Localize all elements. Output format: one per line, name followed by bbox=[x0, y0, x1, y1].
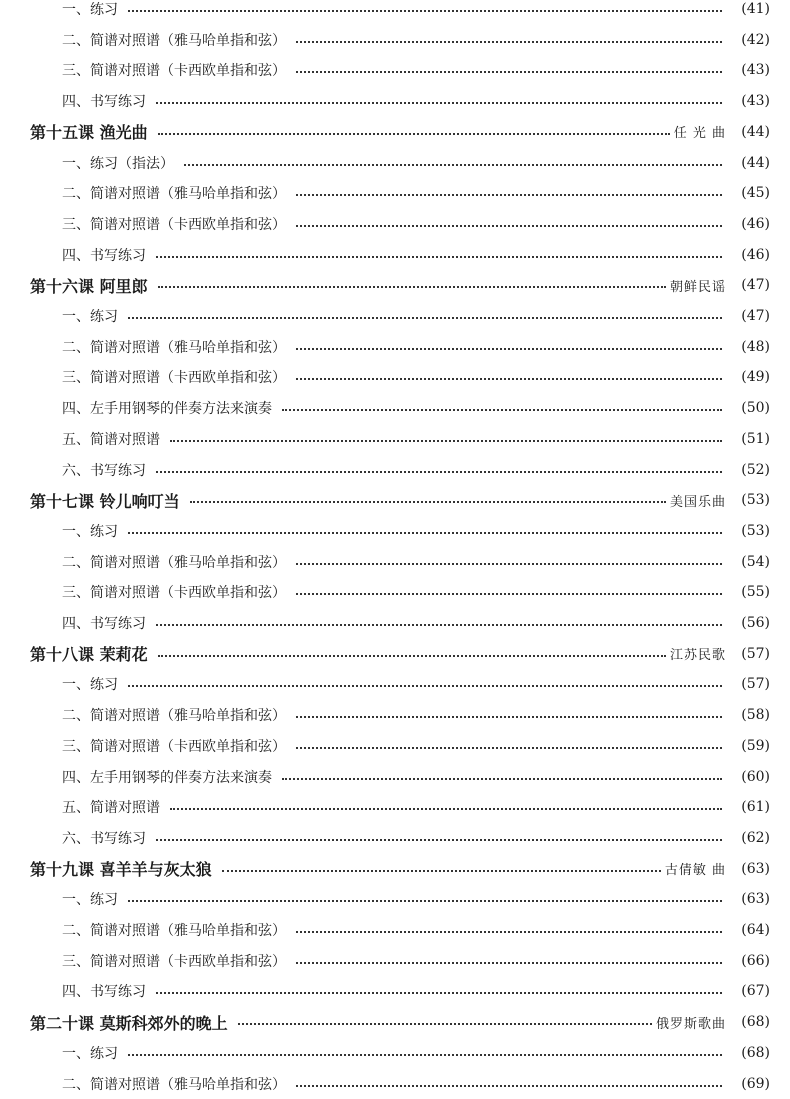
page-number: (62) bbox=[741, 829, 770, 846]
dot-leader bbox=[128, 1054, 722, 1056]
dot-leader bbox=[156, 256, 722, 258]
toc-sub-entry[interactable] bbox=[0, 700, 790, 730]
toc-sub-entry[interactable] bbox=[0, 455, 790, 485]
dot-leader bbox=[170, 440, 722, 442]
page-number: (43) bbox=[741, 93, 770, 110]
page-number: (55) bbox=[741, 584, 770, 601]
dot-leader bbox=[128, 10, 722, 12]
toc-sub-entry[interactable] bbox=[0, 884, 790, 914]
toc-sub-entry[interactable] bbox=[0, 393, 790, 423]
section-title: 四、左手用钢琴的伴奏方法来演奏 bbox=[62, 769, 272, 786]
section-title: 五、简谱对照谱 bbox=[62, 800, 160, 817]
dot-leader bbox=[158, 655, 666, 657]
toc-lesson-entry[interactable] bbox=[0, 485, 790, 515]
section-title: 六、书写练习 bbox=[62, 462, 146, 479]
toc-sub-entry[interactable] bbox=[0, 332, 790, 362]
toc-sub-entry[interactable] bbox=[0, 1038, 790, 1068]
dot-leader bbox=[170, 808, 722, 810]
page-number: (54) bbox=[741, 553, 770, 570]
toc-sub-entry[interactable] bbox=[0, 178, 790, 208]
composer-credit: 美国乐曲 bbox=[669, 494, 726, 510]
page-number: (68) bbox=[741, 1044, 770, 1061]
section-title: 一、练习 bbox=[62, 309, 118, 325]
dot-leader bbox=[296, 194, 722, 196]
dot-leader bbox=[296, 378, 722, 380]
toc-lesson-entry[interactable] bbox=[0, 270, 790, 300]
section-title: 三、简谱对照谱（卡西欧单指和弦） bbox=[62, 370, 286, 387]
page-number: (56) bbox=[741, 615, 770, 631]
page-number: (53) bbox=[741, 492, 770, 509]
section-title: 五、简谱对照谱 bbox=[62, 431, 160, 448]
section-title: 三、简谱对照谱（卡西欧单指和弦） bbox=[62, 216, 286, 233]
page-number: (63) bbox=[741, 891, 770, 908]
dot-leader bbox=[282, 778, 722, 780]
toc-sub-entry[interactable] bbox=[0, 669, 790, 699]
page-number: (64) bbox=[741, 922, 770, 938]
section-title: 四、书写练习 bbox=[62, 984, 146, 1001]
page-number: (57) bbox=[741, 645, 770, 662]
dot-leader bbox=[296, 716, 722, 718]
section-title: 三、简谱对照谱（卡西欧单指和弦） bbox=[62, 738, 286, 755]
page-number: (43) bbox=[741, 62, 770, 79]
toc-sub-entry[interactable] bbox=[0, 823, 790, 853]
dot-leader bbox=[296, 747, 722, 749]
dot-leader bbox=[156, 839, 722, 841]
page-number: (49) bbox=[741, 369, 770, 386]
toc-lesson-entry[interactable] bbox=[0, 117, 790, 147]
toc-sub-entry[interactable] bbox=[0, 55, 790, 85]
dot-leader bbox=[184, 164, 722, 166]
page-number: (44) bbox=[741, 123, 770, 140]
page-number: (57) bbox=[741, 676, 770, 693]
toc-sub-entry[interactable] bbox=[0, 1069, 790, 1099]
section-title: 三、简谱对照谱（卡西欧单指和弦） bbox=[62, 585, 286, 602]
toc-sub-entry[interactable] bbox=[0, 25, 790, 55]
dot-leader bbox=[190, 501, 666, 503]
dot-leader bbox=[296, 563, 722, 565]
page-number: (44) bbox=[741, 154, 770, 171]
dot-leader bbox=[282, 409, 722, 411]
section-title: 一、练习 bbox=[62, 2, 118, 18]
toc-sub-entry[interactable] bbox=[0, 731, 790, 761]
toc-sub-entry[interactable] bbox=[0, 362, 790, 392]
section-title: 四、书写练习 bbox=[62, 94, 146, 111]
lesson-title: 第十八课 茉莉花 bbox=[30, 645, 148, 665]
toc-sub-entry[interactable] bbox=[0, 424, 790, 454]
toc-sub-entry[interactable] bbox=[0, 148, 790, 178]
composer-credit: 任 光 曲 bbox=[673, 126, 726, 142]
page-number: (68) bbox=[741, 1014, 770, 1031]
section-title: 二、简谱对照谱（雅马哈单指和弦） bbox=[62, 923, 286, 939]
dot-leader bbox=[156, 624, 722, 626]
page-number: (59) bbox=[741, 737, 770, 754]
page-number: (67) bbox=[741, 983, 770, 1000]
toc-sub-entry[interactable] bbox=[0, 608, 790, 638]
section-title: 四、左手用钢琴的伴奏方法来演奏 bbox=[62, 401, 272, 418]
toc-sub-entry[interactable] bbox=[0, 976, 790, 1006]
dot-leader bbox=[128, 685, 722, 687]
dot-leader bbox=[296, 71, 722, 73]
toc-sub-entry[interactable] bbox=[0, 209, 790, 239]
page-number: (53) bbox=[741, 522, 770, 539]
section-title: 一、练习（指法） bbox=[62, 155, 174, 172]
dot-leader bbox=[296, 41, 722, 43]
dot-leader bbox=[296, 962, 722, 964]
page-number: (63) bbox=[741, 860, 770, 877]
page-number: (47) bbox=[741, 308, 770, 324]
composer-credit: 江苏民歌 bbox=[669, 648, 726, 664]
section-title: 一、练习 bbox=[62, 677, 118, 694]
dot-leader bbox=[156, 471, 722, 473]
dot-leader bbox=[156, 992, 722, 994]
section-title: 二、简谱对照谱（雅马哈单指和弦） bbox=[62, 32, 286, 49]
page-number: (69) bbox=[741, 1075, 770, 1092]
toc-sub-entry[interactable] bbox=[0, 762, 790, 792]
section-title: 三、简谱对照谱（卡西欧单指和弦） bbox=[62, 63, 286, 80]
toc-sub-entry[interactable] bbox=[0, 240, 790, 270]
page-number: (50) bbox=[741, 400, 770, 417]
page-number: (58) bbox=[741, 707, 770, 724]
dot-leader bbox=[158, 133, 670, 135]
page-number: (51) bbox=[741, 430, 770, 447]
section-title: 二、简谱对照谱（雅马哈单指和弦） bbox=[62, 554, 286, 571]
toc-sub-entry[interactable] bbox=[0, 516, 790, 546]
page-number: (45) bbox=[741, 185, 770, 202]
dot-leader bbox=[296, 931, 722, 933]
page-number: (48) bbox=[741, 338, 770, 355]
page-number: (52) bbox=[741, 461, 770, 478]
page-number: (42) bbox=[741, 31, 770, 48]
toc-sub-entry[interactable] bbox=[0, 792, 790, 822]
toc-sub-entry[interactable] bbox=[0, 301, 790, 331]
toc-sub-entry[interactable] bbox=[0, 915, 790, 945]
section-title: 一、练习 bbox=[62, 892, 118, 909]
toc-sub-entry[interactable] bbox=[0, 86, 790, 116]
section-title: 四、书写练习 bbox=[62, 616, 146, 632]
dot-leader bbox=[296, 225, 722, 227]
section-title: 二、简谱对照谱（雅马哈单指和弦） bbox=[62, 1076, 286, 1093]
lesson-title: 第十九课 喜羊羊与灰太狼 bbox=[30, 860, 212, 880]
lesson-title: 第二十课 莫斯科郊外的晚上 bbox=[30, 1013, 228, 1033]
page-number: (47) bbox=[741, 277, 770, 294]
page-number: (41) bbox=[741, 1, 770, 17]
section-title: 六、书写练习 bbox=[62, 830, 146, 847]
toc-sub-entry[interactable] bbox=[0, 946, 790, 976]
lesson-title: 第十六课 阿里郎 bbox=[30, 276, 148, 296]
dot-leader bbox=[296, 593, 722, 595]
section-title: 四、书写练习 bbox=[62, 247, 146, 264]
toc-lesson-entry[interactable] bbox=[0, 1007, 790, 1037]
toc-lesson-entry[interactable] bbox=[0, 639, 790, 669]
toc-sub-entry[interactable] bbox=[0, 547, 790, 577]
page-number: (66) bbox=[741, 952, 770, 969]
dot-leader bbox=[156, 102, 722, 104]
toc-sub-entry[interactable] bbox=[0, 0, 790, 24]
composer-credit: 俄罗斯歌曲 bbox=[655, 1016, 726, 1032]
section-title: 一、练习 bbox=[62, 1045, 118, 1062]
page-number: (46) bbox=[741, 215, 770, 232]
dot-leader bbox=[222, 870, 661, 872]
dot-leader bbox=[128, 900, 722, 902]
dot-leader bbox=[238, 1023, 652, 1025]
section-title: 二、简谱对照谱（雅马哈单指和弦） bbox=[62, 339, 286, 356]
composer-credit: 朝鲜民谣 bbox=[669, 279, 726, 295]
page-number: (60) bbox=[741, 768, 770, 785]
section-title: 一、练习 bbox=[62, 523, 118, 540]
dot-leader bbox=[158, 286, 666, 288]
section-title: 二、简谱对照谱（雅马哈单指和弦） bbox=[62, 186, 286, 203]
lesson-title: 第十五课 渔光曲 bbox=[30, 123, 148, 143]
section-title: 三、简谱对照谱（卡西欧单指和弦） bbox=[62, 953, 286, 970]
composer-credit: 古倩敏 曲 bbox=[664, 863, 726, 879]
toc-sub-entry[interactable] bbox=[0, 577, 790, 607]
toc-lesson-entry[interactable] bbox=[0, 854, 790, 884]
dot-leader bbox=[128, 532, 722, 534]
lesson-title: 第十七课 铃儿响叮当 bbox=[30, 491, 180, 511]
section-title: 二、简谱对照谱（雅马哈单指和弦） bbox=[62, 708, 286, 725]
page-number: (46) bbox=[741, 246, 770, 263]
page-number: (61) bbox=[741, 799, 770, 816]
dot-leader bbox=[296, 348, 722, 350]
dot-leader bbox=[128, 317, 722, 319]
